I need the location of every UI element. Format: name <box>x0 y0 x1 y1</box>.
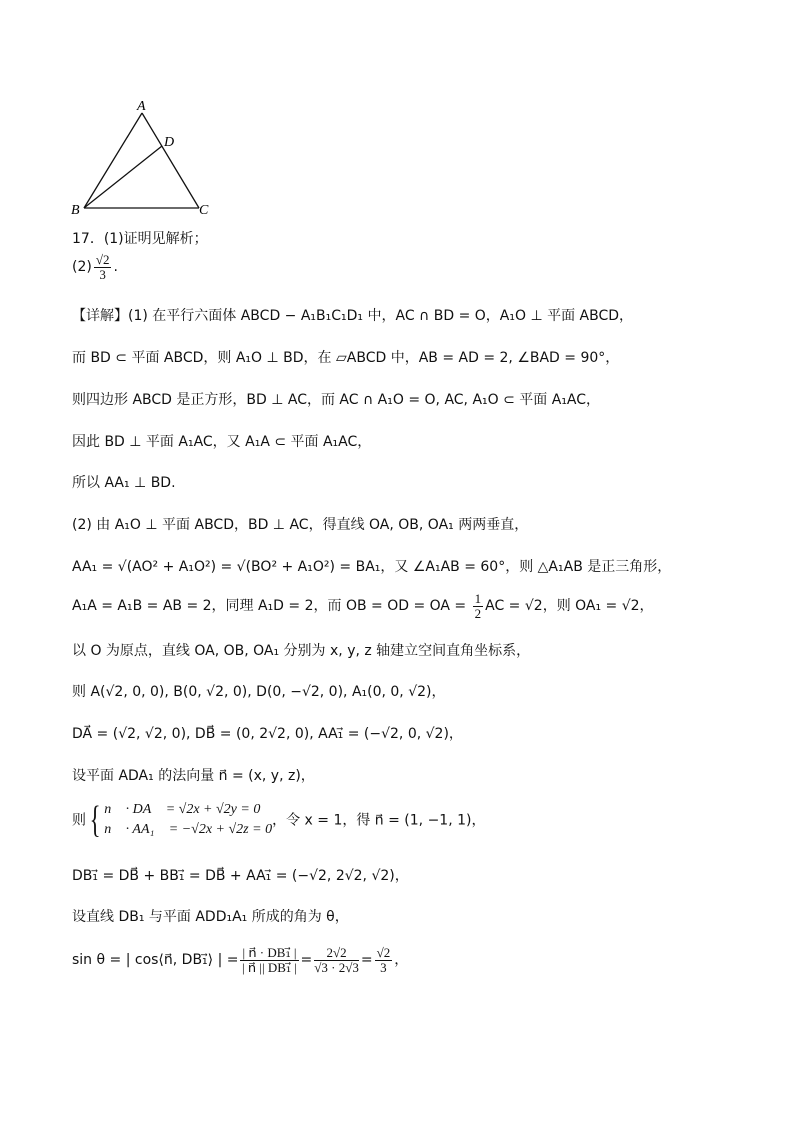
sine-fraction-2 <box>314 946 359 974</box>
segment-ac <box>142 113 199 208</box>
label-c: C <box>199 203 209 218</box>
sine-f1-numerator: | n⃗ · DB₁⃗ | <box>242 945 297 960</box>
sine-f3-numerator: √2 <box>376 945 391 960</box>
solution-line-7: AA₁ = √(AO² + A₁O²) = √(BO² + A₁O²) = BA₁，又 ∠A₁AB = 60°，则 △A₁AB 是正三角形， <box>72 559 672 575</box>
part2-prefix: (2) <box>72 259 92 276</box>
equals-sign-2: = <box>360 952 373 969</box>
sine-f2-numerator: 2√2 <box>314 946 359 961</box>
solution-line-4: 因此 BD ⊥ 平面 A₁AC，又 A₁A ⊂ 平面 A₁AC， <box>72 434 372 450</box>
sine-fraction-3 <box>375 946 393 974</box>
solution-line-5: 所以 AA₁ ⊥ BD. <box>72 475 176 491</box>
part2-suffix: . <box>113 259 118 276</box>
solution-line-16 <box>72 946 408 974</box>
solution-line-12: 设平面 ADA₁ 的法向量 n⃗ = (x, y, z)， <box>72 768 315 784</box>
sine-expression: sin θ = | cos⟨n⃗, DB₁⃗⟩ | = <box>72 952 239 969</box>
equation-2: n⃗ · AA₁⃗ = −√2x + √2z = 0 <box>104 822 273 838</box>
label-b: B <box>71 203 80 218</box>
sine-f1-denominator: | n⃗ || DB₁⃗ | <box>242 959 297 975</box>
system-suffix: ，令 x = 1，得 n⃗ = (1, −1, 1)， <box>272 812 486 829</box>
solution-line-8 <box>72 592 654 620</box>
solution-line-14: DB₁⃗ = DB⃗ + BB₁⃗ = DB⃗ + AA₁⃗ = (−√2, 2√2, √2)， <box>72 868 409 884</box>
sine-f2-denominator: √3 · 2√3 <box>314 959 359 975</box>
system-brace: { <box>89 799 101 842</box>
sine-fraction-1 <box>240 946 298 974</box>
answer-17-part1: 17．(1)证明见解析； <box>72 231 208 247</box>
solution-line-11: DA⃗ = (√2, √2, 0), DB⃗ = (0, 2√2, 0), AA₁⃗ = (−√2, 0, √2)， <box>72 726 463 742</box>
answer-17-part2 <box>72 253 118 281</box>
fraction-numerator: √2 <box>95 252 110 267</box>
half-numerator: 1 <box>474 591 482 606</box>
segment-ab <box>84 113 142 208</box>
system-prefix: 则 <box>72 812 86 829</box>
label-d: D <box>164 135 175 150</box>
answer-fraction <box>94 253 112 281</box>
solution-line-6: (2) 由 A₁O ⊥ 平面 ABCD，BD ⊥ AC，得直线 OA, OB, OA₁ 两两垂直， <box>72 517 529 533</box>
equation-1: n⃗ · DA⃗ = √2x + √2y = 0 <box>104 802 261 817</box>
solution-line-2: 而 BD ⊂ 平面 ABCD，则 A₁O ⊥ BD，在 ▱ABCD 中，AB = AD = 2, ∠BAD = 90°， <box>72 350 620 366</box>
equation-system <box>104 800 272 841</box>
sine-f3-denominator: 3 <box>380 959 387 975</box>
solution-line-1: 【详解】(1) 在平行六面体 ABCD − A₁B₁C₁D₁ 中，AC ∩ BD = O，A₁O ⊥ 平面 ABCD， <box>72 308 634 324</box>
solution-line-3: 则四边形 ABCD 是正方形，BD ⊥ AC，而 AC ∩ A₁O = O, AC, A₁O ⊂ 平面 A₁AC， <box>72 392 601 408</box>
half-fraction <box>473 592 484 620</box>
segment-bd <box>84 146 162 208</box>
equation-system-line <box>72 800 485 841</box>
line8-part-b: AC = √2，则 OA₁ = √2， <box>485 598 654 615</box>
triangle-figure <box>66 95 226 225</box>
fraction-denominator: 3 <box>99 266 106 282</box>
half-denominator: 2 <box>474 605 482 621</box>
solution-line-10: 则 A(√2, 0, 0), B(0, √2, 0), D(0, −√2, 0), A₁(0, 0, √2)， <box>72 684 446 700</box>
label-a: A <box>137 99 146 114</box>
equals-sign-1: = <box>300 952 313 969</box>
solution-line-15: 设直线 DB₁ 与平面 ADD₁A₁ 所成的角为 θ， <box>72 909 349 925</box>
sine-suffix: ， <box>394 952 409 969</box>
line8-part-a: A₁A = A₁B = AB = 2，同理 A₁D = 2，而 OB = OD = OA = <box>72 598 471 615</box>
solution-line-9: 以 O 为原点，直线 OA, OB, OA₁ 分别为 x, y, z 轴建立空间直角坐标系， <box>72 643 531 659</box>
